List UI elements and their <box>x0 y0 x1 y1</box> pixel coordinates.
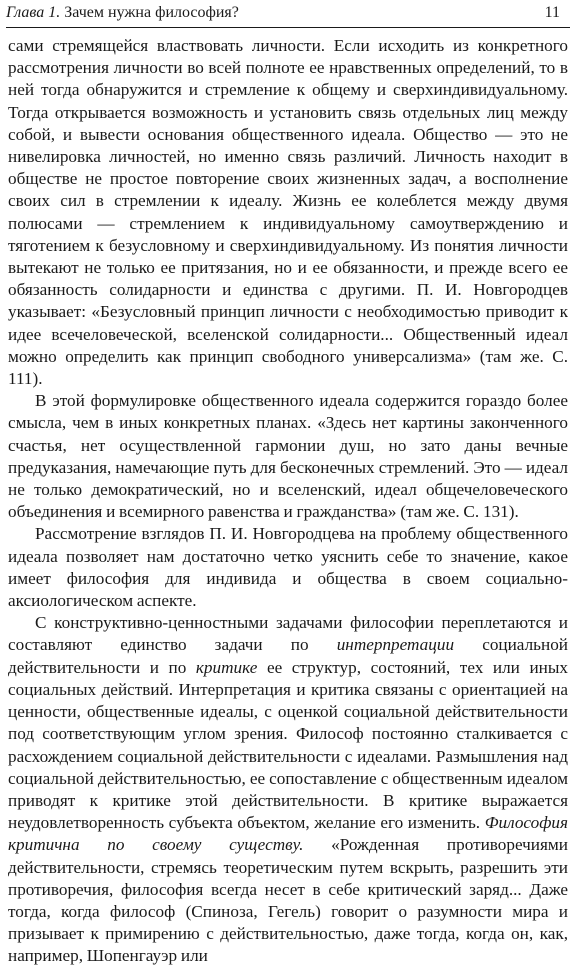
chapter-title: Зачем нужна философия? <box>64 4 239 21</box>
paragraph-text: С конструктивно-ценностными задачами философии переплетаются и составляют единство задачи по <box>8 613 568 655</box>
emphasis-text: интерпретации <box>336 635 455 655</box>
paragraph <box>8 612 568 967</box>
paragraph-text: В этой формулировке общественного идеала содержится гораздо более смысла, чем в иных конкретных планах. «Здесь нет картины законченного счастья, нет осуществленной гармонии душ, но зато даны вечные предуказания, намечающие путь для бесконечных стремлений. Это — идеал не только демократический, но и вселенский, идеал общечеловеческого объединения и всемирного равенства и гражданства» (там же. С. 131). <box>8 391 568 522</box>
body-text <box>8 35 568 968</box>
paragraph-text: «Рожденная противоречиями действительности, стремясь теоретическим путем вскрыть, разрешить эти противоречия, философия всегда несет в себе критический заряд... Даже тогда, когда философ (Спиноза, Гегель) говорит о разумности мира и призывает к примирению с действительностью, даже тогда, когда он, как, например, Шопенгауэр или <box>8 835 568 966</box>
paragraph <box>8 35 568 390</box>
paragraph <box>8 523 568 612</box>
header-rule <box>6 27 570 28</box>
paragraph-text: ее структур, состояний, тех или иных социальных действий. Интерпретация и критика связаны с ориентацией на ценности, общественные идеалы, с оценкой социальной действительности под соответствующим углом зрения. Философ постоянно сталкивается с расхождением социальной действительности с идеалами. Размышления над социальной действительностью, ее сопоставление с общественным идеалом приводят к критике этой действительности. В критике выражается неудовлетворенность субъекта объектом, желание его изменить. <box>8 657 568 833</box>
emphasis-text: критике <box>195 657 258 677</box>
paragraph-text: Рассмотрение взглядов П. И. Новгородцева на проблему общественного идеала позволяет нам достаточно четко уяснить себе то значение, какое имеет философия для индивида и общества в своем социально-аксиологическом аспекте. <box>8 524 568 611</box>
chapter-label: Глава 1. <box>6 4 61 21</box>
emphasis-text: Философия критична по своему существу. <box>8 813 568 855</box>
paragraph-text: сами стремящейся властвовать личности. Если исходить из конкретного рассмотрения личности во всей полноте ее нравственных определений, то в ней тогда обнаружится и стремление к общему и сверхиндивидуальному. Тогда открывается возможность и установить связь отдельных лиц между собой, и вывести основания общественного идеала. Общество — это не нивелировка личностей, но именно связь различий. Личность находит в обществе не простое повторение своих жизненных задач, а восполнение своих сил в стремлении к идеалу. Жизнь ее колеблется между двумя полюсами — стремлением к индивидуальному самоутверждению и тяготением к безусловному и сверхиндивидуальному. Из понятия личности вытекают не только ее притязания, но и ее обязанности, и прежде всего ее обязанность солидарности и единства с другими. П. И. Новгородцев указывает: «Безусловный принцип личности с необходимостью приводит к идее всечеловеческой, вселенской солидарности... Общественный идеал можно определить как принцип свободного универсализма» (там же. С. 111). <box>8 36 568 389</box>
page-number: 11 <box>544 4 560 21</box>
running-head <box>6 2 568 28</box>
paragraph-text: социальной действительности и по <box>8 635 568 677</box>
chapter-heading <box>6 2 239 24</box>
paragraph <box>8 390 568 523</box>
